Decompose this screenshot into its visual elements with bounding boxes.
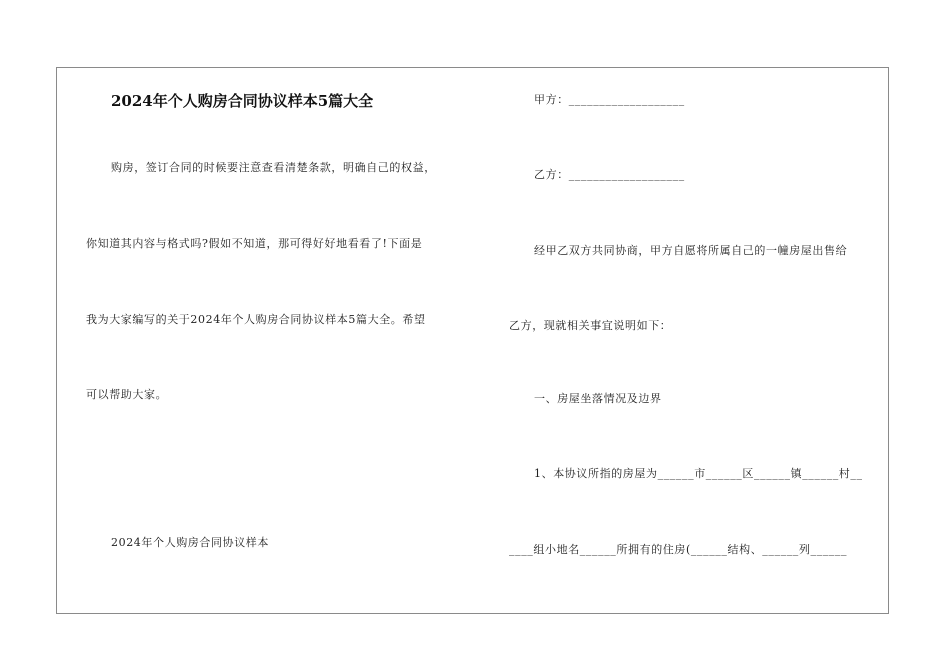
clause-heading: 一、房屋坐落情况及边界: [534, 392, 662, 405]
section-heading: 2024年个人购房合同协议样本: [111, 536, 269, 549]
agreement-line-2: 乙方，现就相关事宜说明如下：: [509, 319, 672, 332]
intro-line-1: 购房，签订合同的时候要注意查看清楚条款，明确自己的权益，: [111, 161, 436, 174]
document-title: 2024年个人购房合同协议样本5篇大全: [111, 92, 374, 110]
intro-line-2: 你知道其内容与格式吗?假如不知道，那可得好好地看看了!下面是: [86, 237, 423, 250]
party-a-line: 甲方：___________________: [534, 93, 685, 106]
agreement-line-1: 经甲乙双方共同协商，甲方自愿将所属自己的一幢房屋出售给: [534, 244, 848, 257]
party-b-line: 乙方：___________________: [534, 168, 685, 181]
intro-line-3: 我为大家编写的关于2024年个人购房合同协议样本5篇大全。希望: [86, 313, 426, 326]
clause-line-1: 1、本协议所指的房屋为______市______区______镇______村__: [534, 467, 863, 480]
clause-line-2: ____组小地名______所拥有的住房(______结构、______列______: [509, 543, 848, 556]
intro-line-4: 可以帮助大家。: [86, 388, 168, 401]
page-frame: [56, 67, 889, 614]
